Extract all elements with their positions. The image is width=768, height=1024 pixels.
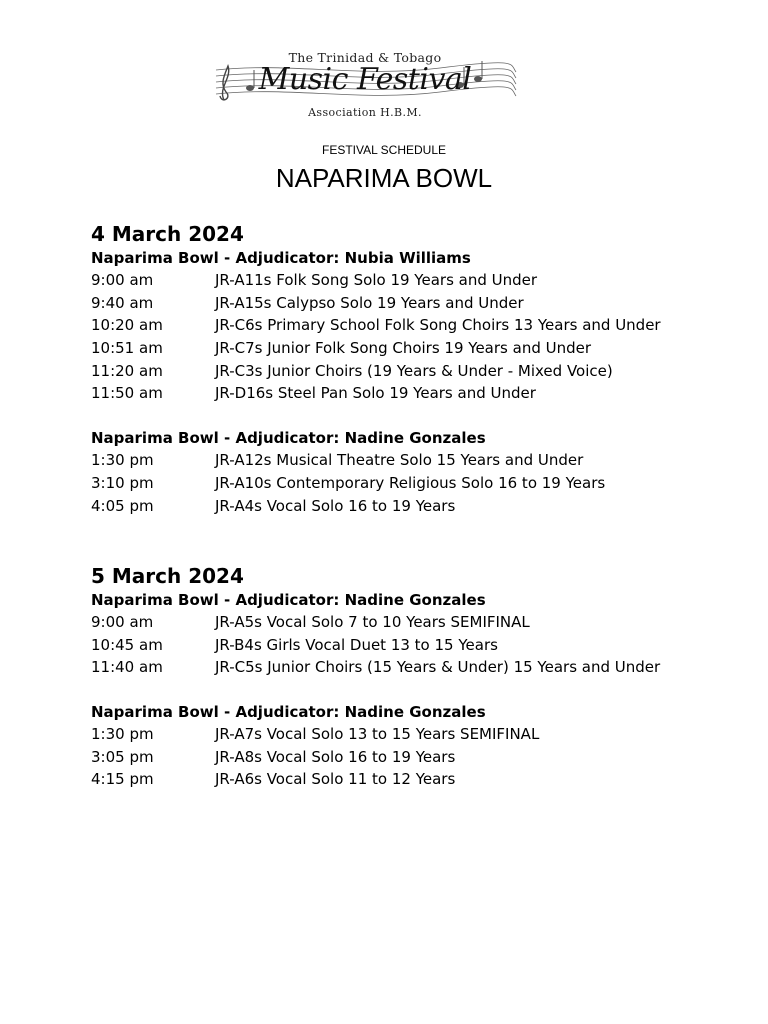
- session-heading: Naparima Bowl - Adjudicator: Nadine Gonzales: [91, 429, 486, 448]
- event-cell: JR-A8s Vocal Solo 16 to 19 Years: [215, 747, 456, 766]
- time-cell: 9:40 am: [91, 293, 154, 312]
- schedule-row: [91, 314, 731, 337]
- schedule-row: [91, 269, 731, 292]
- session-heading: Naparima Bowl - Adjudicator: Nadine Gonzales: [91, 591, 486, 609]
- time-cell: 4:15 pm: [91, 770, 154, 789]
- time-cell: 10:45 am: [91, 635, 163, 654]
- day-date-heading: 4 March 2024: [91, 222, 244, 246]
- event-cell: JR-A10s Contemporary Religious Solo 16 to 19 Years: [215, 473, 606, 492]
- time-cell: 9:00 am: [91, 613, 154, 631]
- day-section: [91, 563, 731, 791]
- event-cell: JR-B4s Girls Vocal Duet 13 to 15 Years: [215, 635, 498, 654]
- festival-logo: [210, 48, 520, 124]
- event-cell: JR-A11s Folk Song Solo 19 Years and Under: [215, 271, 538, 289]
- schedule-row: [91, 746, 731, 769]
- schedule-row: [91, 768, 731, 791]
- day-date-heading: 5 March 2024: [91, 564, 244, 588]
- time-cell: 1:30 pm: [91, 451, 154, 470]
- time-cell: 9:00 am: [91, 271, 154, 289]
- event-cell: JR-D16s Steel Pan Solo 19 Years and Under: [215, 384, 536, 403]
- schedule-row: [91, 337, 731, 360]
- schedule-row: [91, 472, 731, 495]
- time-cell: 3:05 pm: [91, 747, 154, 766]
- event-cell: JR-A4s Vocal Solo 16 to 19 Years: [215, 496, 456, 515]
- event-cell: JR-A5s Vocal Solo 7 to 10 Years SEMIFINAL: [215, 613, 530, 631]
- schedule-row: [91, 495, 731, 518]
- schedule-row: [91, 449, 731, 472]
- event-cell: JR-A12s Musical Theatre Solo 15 Years and Under: [215, 451, 584, 470]
- session-block: [91, 427, 731, 517]
- event-cell: JR-A15s Calypso Solo 19 Years and Under: [215, 293, 524, 312]
- schedule-row: [91, 723, 731, 746]
- time-cell: 10:51 am: [91, 339, 163, 358]
- time-cell: 11:40 am: [91, 658, 163, 677]
- logo-bottom-line: Association H.B.M.: [308, 106, 422, 119]
- event-cell: JR-C3s Junior Choirs (19 Years & Under - Mixed Voice): [215, 361, 613, 380]
- schedule-row: [91, 656, 731, 679]
- event-cell: JR-C6s Primary School Folk Song Choirs 13 Years and Under: [215, 316, 661, 335]
- logo-main-text: Music Festival: [258, 62, 472, 97]
- session-block: [91, 247, 731, 405]
- time-cell: 11:50 am: [91, 384, 163, 403]
- session-block: [91, 701, 731, 791]
- schedule-subtitle: FESTIVAL SCHEDULE: [321, 143, 447, 157]
- event-cell: JR-A7s Vocal Solo 13 to 15 Years SEMIFINAL: [215, 725, 540, 744]
- time-cell: 4:05 pm: [91, 496, 154, 515]
- venue-title: NAPARIMA BOWL: [275, 163, 493, 193]
- event-cell: JR-C7s Junior Folk Song Choirs 19 Years and Under: [215, 339, 592, 358]
- time-cell: 1:30 pm: [91, 725, 154, 744]
- time-cell: 11:20 am: [91, 361, 163, 380]
- schedule-row: [91, 611, 731, 634]
- schedule-row: [91, 382, 731, 405]
- day-section: [91, 221, 731, 517]
- schedule-row: [91, 292, 731, 315]
- session-block: [91, 589, 731, 679]
- session-heading: Naparima Bowl - Adjudicator: Nubia Williams: [91, 249, 471, 267]
- event-cell: JR-A6s Vocal Solo 11 to 12 Years: [215, 770, 456, 789]
- time-cell: 3:10 pm: [91, 473, 154, 492]
- event-cell: JR-C5s Junior Choirs (15 Years & Under) 15 Years and Under: [215, 658, 661, 677]
- time-cell: 10:20 am: [91, 316, 163, 335]
- schedule-row: [91, 634, 731, 657]
- logo-top-line: The Trinidad & Tobago: [288, 50, 442, 65]
- schedule-row: [91, 360, 731, 383]
- session-heading: Naparima Bowl - Adjudicator: Nadine Gonzales: [91, 703, 486, 722]
